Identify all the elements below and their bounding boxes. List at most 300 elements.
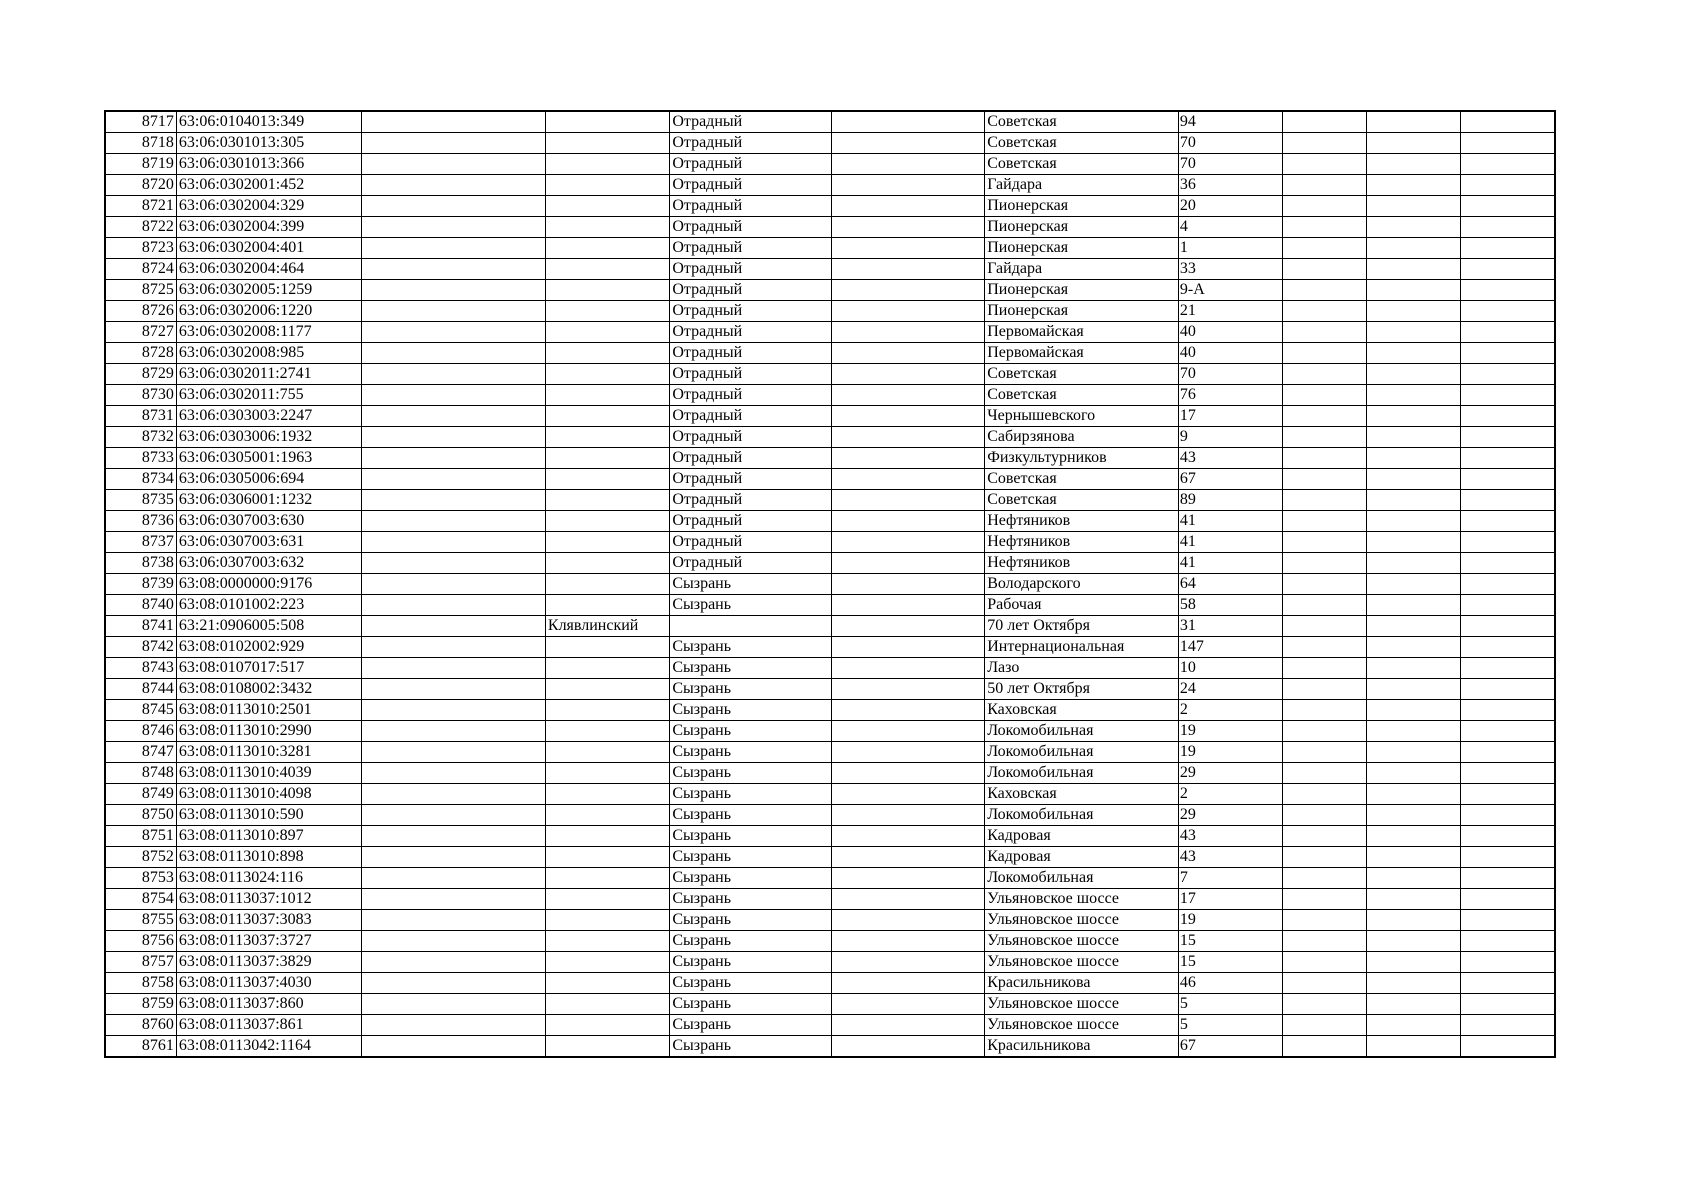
empty-col-a-cell bbox=[361, 385, 545, 406]
empty-col-c-cell bbox=[1282, 427, 1366, 448]
empty-col-d-cell bbox=[1367, 280, 1461, 301]
house-number-cell: 41 bbox=[1178, 532, 1282, 553]
empty-col-d-cell bbox=[1367, 511, 1461, 532]
cadastral-number-cell: 63:08:0113037:3727 bbox=[176, 931, 361, 952]
empty-col-e-cell bbox=[1461, 259, 1555, 280]
city-cell: Сызрань bbox=[670, 1015, 831, 1036]
empty-col-a-cell bbox=[361, 868, 545, 889]
city-cell: Отрадный bbox=[670, 490, 831, 511]
house-number-cell: 20 bbox=[1178, 196, 1282, 217]
city-cell: Сызрань bbox=[670, 700, 831, 721]
empty-col-c-cell bbox=[1282, 595, 1366, 616]
street-cell: Локомобильная bbox=[985, 763, 1179, 784]
empty-col-d-cell bbox=[1367, 721, 1461, 742]
table-row bbox=[105, 154, 1555, 175]
table-row bbox=[105, 889, 1555, 910]
empty-col-e-cell bbox=[1461, 175, 1555, 196]
empty-col-d-cell bbox=[1367, 931, 1461, 952]
empty-col-a-cell bbox=[361, 238, 545, 259]
empty-col-e-cell bbox=[1461, 616, 1555, 637]
empty-col-d-cell bbox=[1367, 973, 1461, 994]
empty-col-e-cell bbox=[1461, 763, 1555, 784]
house-number-cell: 46 bbox=[1178, 973, 1282, 994]
row-number-cell: 8746 bbox=[105, 721, 176, 742]
empty-col-c-cell bbox=[1282, 259, 1366, 280]
cadastral-number-cell: 63:06:0302008:985 bbox=[176, 343, 361, 364]
empty-col-a-cell bbox=[361, 322, 545, 343]
street-cell: Локомобильная bbox=[985, 805, 1179, 826]
empty-col-c-cell bbox=[1282, 784, 1366, 805]
row-number-cell: 8735 bbox=[105, 490, 176, 511]
empty-col-d-cell bbox=[1367, 490, 1461, 511]
house-number-cell: 43 bbox=[1178, 847, 1282, 868]
row-number-cell: 8752 bbox=[105, 847, 176, 868]
empty-col-b-cell bbox=[831, 280, 985, 301]
empty-col-b-cell bbox=[831, 658, 985, 679]
empty-col-a-cell bbox=[361, 448, 545, 469]
empty-col-b-cell bbox=[831, 931, 985, 952]
empty-col-b-cell bbox=[831, 322, 985, 343]
district-cell bbox=[545, 1015, 669, 1036]
cadastral-number-cell: 63:08:0108002:3432 bbox=[176, 679, 361, 700]
cadastral-number-cell: 63:08:0113010:2501 bbox=[176, 700, 361, 721]
empty-col-e-cell bbox=[1461, 889, 1555, 910]
empty-col-a-cell bbox=[361, 742, 545, 763]
district-cell bbox=[545, 763, 669, 784]
empty-col-b-cell bbox=[831, 175, 985, 196]
cadastral-number-cell: 63:06:0302004:464 bbox=[176, 259, 361, 280]
cadastral-number-cell: 63:06:0306001:1232 bbox=[176, 490, 361, 511]
empty-col-e-cell bbox=[1461, 343, 1555, 364]
district-cell bbox=[545, 700, 669, 721]
street-cell: Красильникова bbox=[985, 1036, 1179, 1058]
house-number-cell: 9-А bbox=[1178, 280, 1282, 301]
street-cell: Пионерская bbox=[985, 301, 1179, 322]
house-number-cell: 70 bbox=[1178, 364, 1282, 385]
house-number-cell: 94 bbox=[1178, 111, 1282, 133]
table-row bbox=[105, 532, 1555, 553]
empty-col-c-cell bbox=[1282, 868, 1366, 889]
cadastral-number-cell: 63:06:0302011:2741 bbox=[176, 364, 361, 385]
empty-col-d-cell bbox=[1367, 574, 1461, 595]
house-number-cell: 76 bbox=[1178, 385, 1282, 406]
empty-col-b-cell bbox=[831, 364, 985, 385]
empty-col-d-cell bbox=[1367, 448, 1461, 469]
city-cell: Отрадный bbox=[670, 238, 831, 259]
cadastral-number-cell: 63:06:0302004:399 bbox=[176, 217, 361, 238]
table-row bbox=[105, 469, 1555, 490]
empty-col-e-cell bbox=[1461, 952, 1555, 973]
street-cell: Интернациональная bbox=[985, 637, 1179, 658]
city-cell: Сызрань bbox=[670, 889, 831, 910]
row-number-cell: 8730 bbox=[105, 385, 176, 406]
district-cell bbox=[545, 238, 669, 259]
empty-col-e-cell bbox=[1461, 679, 1555, 700]
empty-col-d-cell bbox=[1367, 910, 1461, 931]
house-number-cell: 29 bbox=[1178, 805, 1282, 826]
table-row bbox=[105, 973, 1555, 994]
empty-col-c-cell bbox=[1282, 406, 1366, 427]
empty-col-c-cell bbox=[1282, 175, 1366, 196]
cadastral-number-cell: 63:08:0102002:929 bbox=[176, 637, 361, 658]
row-number-cell: 8724 bbox=[105, 259, 176, 280]
district-cell bbox=[545, 301, 669, 322]
district-cell bbox=[545, 889, 669, 910]
empty-col-b-cell bbox=[831, 889, 985, 910]
table-row bbox=[105, 742, 1555, 763]
city-cell: Отрадный bbox=[670, 343, 831, 364]
empty-col-d-cell bbox=[1367, 111, 1461, 133]
table-row bbox=[105, 448, 1555, 469]
empty-col-a-cell bbox=[361, 175, 545, 196]
city-cell: Отрадный bbox=[670, 196, 831, 217]
empty-col-b-cell bbox=[831, 742, 985, 763]
empty-col-a-cell bbox=[361, 658, 545, 679]
empty-col-a-cell bbox=[361, 763, 545, 784]
empty-col-a-cell bbox=[361, 595, 545, 616]
empty-col-b-cell bbox=[831, 532, 985, 553]
empty-col-a-cell bbox=[361, 532, 545, 553]
district-cell bbox=[545, 973, 669, 994]
street-cell: Каховская bbox=[985, 700, 1179, 721]
district-cell bbox=[545, 133, 669, 154]
empty-col-c-cell bbox=[1282, 679, 1366, 700]
district-cell bbox=[545, 196, 669, 217]
district-cell: Клявлинский bbox=[545, 616, 669, 637]
empty-col-e-cell bbox=[1461, 364, 1555, 385]
empty-col-c-cell bbox=[1282, 1036, 1366, 1058]
table-row bbox=[105, 763, 1555, 784]
cadastral-number-cell: 63:21:0906005:508 bbox=[176, 616, 361, 637]
row-number-cell: 8726 bbox=[105, 301, 176, 322]
district-cell bbox=[545, 427, 669, 448]
city-cell: Сызрань bbox=[670, 847, 831, 868]
house-number-cell: 17 bbox=[1178, 889, 1282, 910]
row-number-cell: 8756 bbox=[105, 931, 176, 952]
empty-col-b-cell bbox=[831, 994, 985, 1015]
empty-col-c-cell bbox=[1282, 700, 1366, 721]
empty-col-b-cell bbox=[831, 238, 985, 259]
empty-col-c-cell bbox=[1282, 301, 1366, 322]
street-cell: Нефтяников bbox=[985, 553, 1179, 574]
row-number-cell: 8721 bbox=[105, 196, 176, 217]
row-number-cell: 8741 bbox=[105, 616, 176, 637]
street-cell: Красильникова bbox=[985, 973, 1179, 994]
district-cell bbox=[545, 175, 669, 196]
house-number-cell: 21 bbox=[1178, 301, 1282, 322]
street-cell: Ульяновское шоссе bbox=[985, 931, 1179, 952]
city-cell: Отрадный bbox=[670, 511, 831, 532]
district-cell bbox=[545, 721, 669, 742]
empty-col-e-cell bbox=[1461, 847, 1555, 868]
cadastral-number-cell: 63:06:0302004:401 bbox=[176, 238, 361, 259]
street-cell: Локомобильная bbox=[985, 868, 1179, 889]
empty-col-b-cell bbox=[831, 826, 985, 847]
empty-col-a-cell bbox=[361, 111, 545, 133]
street-cell: Советская bbox=[985, 111, 1179, 133]
table-row bbox=[105, 385, 1555, 406]
table-row bbox=[105, 784, 1555, 805]
empty-col-e-cell bbox=[1461, 973, 1555, 994]
row-number-cell: 8758 bbox=[105, 973, 176, 994]
district-cell bbox=[545, 847, 669, 868]
empty-col-e-cell bbox=[1461, 637, 1555, 658]
table-row bbox=[105, 1036, 1555, 1058]
empty-col-b-cell bbox=[831, 868, 985, 889]
district-cell bbox=[545, 784, 669, 805]
empty-col-a-cell bbox=[361, 931, 545, 952]
empty-col-b-cell bbox=[831, 448, 985, 469]
city-cell: Сызрань bbox=[670, 952, 831, 973]
empty-col-a-cell bbox=[361, 784, 545, 805]
empty-col-e-cell bbox=[1461, 658, 1555, 679]
house-number-cell: 41 bbox=[1178, 511, 1282, 532]
cadastral-number-cell: 63:06:0303006:1932 bbox=[176, 427, 361, 448]
street-cell: Советская bbox=[985, 154, 1179, 175]
empty-col-c-cell bbox=[1282, 889, 1366, 910]
empty-col-e-cell bbox=[1461, 994, 1555, 1015]
row-number-cell: 8760 bbox=[105, 1015, 176, 1036]
empty-col-d-cell bbox=[1367, 343, 1461, 364]
table-row bbox=[105, 322, 1555, 343]
street-cell: Ульяновское шоссе bbox=[985, 1015, 1179, 1036]
empty-col-d-cell bbox=[1367, 217, 1461, 238]
empty-col-e-cell bbox=[1461, 427, 1555, 448]
district-cell bbox=[545, 805, 669, 826]
empty-col-c-cell bbox=[1282, 511, 1366, 532]
empty-col-a-cell bbox=[361, 910, 545, 931]
city-cell: Сызрань bbox=[670, 994, 831, 1015]
empty-col-d-cell bbox=[1367, 889, 1461, 910]
table-row bbox=[105, 301, 1555, 322]
district-cell bbox=[545, 280, 669, 301]
empty-col-a-cell bbox=[361, 154, 545, 175]
house-number-cell: 29 bbox=[1178, 763, 1282, 784]
street-cell: Каховская bbox=[985, 784, 1179, 805]
city-cell: Отрадный bbox=[670, 217, 831, 238]
row-number-cell: 8757 bbox=[105, 952, 176, 973]
table-row bbox=[105, 637, 1555, 658]
empty-col-c-cell bbox=[1282, 952, 1366, 973]
registry-table bbox=[104, 110, 1556, 1058]
street-cell: Рабочая bbox=[985, 595, 1179, 616]
empty-col-e-cell bbox=[1461, 511, 1555, 532]
street-cell: Ульяновское шоссе bbox=[985, 910, 1179, 931]
empty-col-e-cell bbox=[1461, 133, 1555, 154]
empty-col-a-cell bbox=[361, 301, 545, 322]
cadastral-number-cell: 63:08:0000000:9176 bbox=[176, 574, 361, 595]
empty-col-a-cell bbox=[361, 1036, 545, 1058]
cadastral-number-cell: 63:08:0113010:4098 bbox=[176, 784, 361, 805]
empty-col-e-cell bbox=[1461, 532, 1555, 553]
cadastral-number-cell: 63:06:0302004:329 bbox=[176, 196, 361, 217]
empty-col-c-cell bbox=[1282, 385, 1366, 406]
table-row bbox=[105, 700, 1555, 721]
empty-col-d-cell bbox=[1367, 616, 1461, 637]
empty-col-a-cell bbox=[361, 679, 545, 700]
empty-col-d-cell bbox=[1367, 1015, 1461, 1036]
row-number-cell: 8736 bbox=[105, 511, 176, 532]
empty-col-d-cell bbox=[1367, 868, 1461, 889]
empty-col-b-cell bbox=[831, 784, 985, 805]
house-number-cell: 41 bbox=[1178, 553, 1282, 574]
district-cell bbox=[545, 111, 669, 133]
cadastral-number-cell: 63:08:0113010:898 bbox=[176, 847, 361, 868]
cadastral-number-cell: 63:06:0305006:694 bbox=[176, 469, 361, 490]
table-row bbox=[105, 1015, 1555, 1036]
row-number-cell: 8722 bbox=[105, 217, 176, 238]
row-number-cell: 8731 bbox=[105, 406, 176, 427]
table-row bbox=[105, 721, 1555, 742]
cadastral-number-cell: 63:06:0302006:1220 bbox=[176, 301, 361, 322]
empty-col-d-cell bbox=[1367, 532, 1461, 553]
cadastral-number-cell: 63:06:0302008:1177 bbox=[176, 322, 361, 343]
empty-col-c-cell bbox=[1282, 448, 1366, 469]
empty-col-e-cell bbox=[1461, 574, 1555, 595]
empty-col-e-cell bbox=[1461, 784, 1555, 805]
row-number-cell: 8750 bbox=[105, 805, 176, 826]
empty-col-b-cell bbox=[831, 595, 985, 616]
empty-col-c-cell bbox=[1282, 154, 1366, 175]
empty-col-c-cell bbox=[1282, 763, 1366, 784]
city-cell: Отрадный bbox=[670, 364, 831, 385]
table-row bbox=[105, 511, 1555, 532]
table-row bbox=[105, 427, 1555, 448]
empty-col-d-cell bbox=[1367, 322, 1461, 343]
empty-col-e-cell bbox=[1461, 448, 1555, 469]
table-row bbox=[105, 805, 1555, 826]
row-number-cell: 8717 bbox=[105, 111, 176, 133]
row-number-cell: 8745 bbox=[105, 700, 176, 721]
empty-col-c-cell bbox=[1282, 658, 1366, 679]
cadastral-number-cell: 63:06:0301013:305 bbox=[176, 133, 361, 154]
empty-col-b-cell bbox=[831, 196, 985, 217]
house-number-cell: 5 bbox=[1178, 994, 1282, 1015]
cadastral-number-cell: 63:08:0113010:4039 bbox=[176, 763, 361, 784]
cadastral-number-cell: 63:08:0113010:2990 bbox=[176, 721, 361, 742]
house-number-cell: 58 bbox=[1178, 595, 1282, 616]
empty-col-e-cell bbox=[1461, 111, 1555, 133]
empty-col-c-cell bbox=[1282, 637, 1366, 658]
district-cell bbox=[545, 595, 669, 616]
city-cell: Сызрань bbox=[670, 763, 831, 784]
district-cell bbox=[545, 679, 669, 700]
city-cell: Отрадный bbox=[670, 280, 831, 301]
row-number-cell: 8720 bbox=[105, 175, 176, 196]
empty-col-a-cell bbox=[361, 1015, 545, 1036]
empty-col-b-cell bbox=[831, 511, 985, 532]
row-number-cell: 8753 bbox=[105, 868, 176, 889]
city-cell: Сызрань bbox=[670, 868, 831, 889]
empty-col-b-cell bbox=[831, 721, 985, 742]
city-cell: Сызрань bbox=[670, 1036, 831, 1058]
row-number-cell: 8749 bbox=[105, 784, 176, 805]
city-cell: Отрадный bbox=[670, 301, 831, 322]
empty-col-a-cell bbox=[361, 616, 545, 637]
district-cell bbox=[545, 910, 669, 931]
street-cell: Гайдара bbox=[985, 259, 1179, 280]
empty-col-b-cell bbox=[831, 700, 985, 721]
street-cell: Лазо bbox=[985, 658, 1179, 679]
empty-col-c-cell bbox=[1282, 532, 1366, 553]
house-number-cell: 10 bbox=[1178, 658, 1282, 679]
house-number-cell: 5 bbox=[1178, 1015, 1282, 1036]
empty-col-d-cell bbox=[1367, 553, 1461, 574]
table-row bbox=[105, 952, 1555, 973]
street-cell: Ульяновское шоссе bbox=[985, 889, 1179, 910]
empty-col-a-cell bbox=[361, 259, 545, 280]
district-cell bbox=[545, 322, 669, 343]
row-number-cell: 8738 bbox=[105, 553, 176, 574]
city-cell: Отрадный bbox=[670, 532, 831, 553]
empty-col-a-cell bbox=[361, 343, 545, 364]
street-cell: Володарского bbox=[985, 574, 1179, 595]
district-cell bbox=[545, 469, 669, 490]
row-number-cell: 8761 bbox=[105, 1036, 176, 1058]
row-number-cell: 8729 bbox=[105, 364, 176, 385]
city-cell: Сызрань bbox=[670, 910, 831, 931]
city-cell: Сызрань bbox=[670, 973, 831, 994]
cadastral-number-cell: 63:06:0104013:349 bbox=[176, 111, 361, 133]
house-number-cell: 89 bbox=[1178, 490, 1282, 511]
table-row bbox=[105, 490, 1555, 511]
table-row bbox=[105, 931, 1555, 952]
table-row bbox=[105, 994, 1555, 1015]
row-number-cell: 8740 bbox=[105, 595, 176, 616]
street-cell: Пионерская bbox=[985, 196, 1179, 217]
district-cell bbox=[545, 868, 669, 889]
empty-col-c-cell bbox=[1282, 280, 1366, 301]
empty-col-b-cell bbox=[831, 637, 985, 658]
district-cell bbox=[545, 532, 669, 553]
empty-col-e-cell bbox=[1461, 595, 1555, 616]
district-cell bbox=[545, 406, 669, 427]
street-cell: Пионерская bbox=[985, 238, 1179, 259]
street-cell: Сабирзянова bbox=[985, 427, 1179, 448]
row-number-cell: 8727 bbox=[105, 322, 176, 343]
empty-col-c-cell bbox=[1282, 343, 1366, 364]
empty-col-e-cell bbox=[1461, 154, 1555, 175]
house-number-cell: 19 bbox=[1178, 742, 1282, 763]
street-cell: Нефтяников bbox=[985, 511, 1179, 532]
empty-col-d-cell bbox=[1367, 658, 1461, 679]
city-cell: Отрадный bbox=[670, 111, 831, 133]
empty-col-d-cell bbox=[1367, 994, 1461, 1015]
house-number-cell: 2 bbox=[1178, 700, 1282, 721]
empty-col-d-cell bbox=[1367, 259, 1461, 280]
house-number-cell: 15 bbox=[1178, 952, 1282, 973]
empty-col-d-cell bbox=[1367, 154, 1461, 175]
empty-col-d-cell bbox=[1367, 406, 1461, 427]
empty-col-c-cell bbox=[1282, 196, 1366, 217]
street-cell: Кадровая bbox=[985, 847, 1179, 868]
empty-col-c-cell bbox=[1282, 469, 1366, 490]
empty-col-c-cell bbox=[1282, 910, 1366, 931]
table-row bbox=[105, 406, 1555, 427]
empty-col-b-cell bbox=[831, 616, 985, 637]
empty-col-b-cell bbox=[831, 133, 985, 154]
table-body bbox=[105, 111, 1555, 1057]
empty-col-b-cell bbox=[831, 763, 985, 784]
cadastral-number-cell: 63:08:0113037:860 bbox=[176, 994, 361, 1015]
empty-col-e-cell bbox=[1461, 322, 1555, 343]
city-cell: Отрадный bbox=[670, 553, 831, 574]
city-cell: Сызрань bbox=[670, 931, 831, 952]
empty-col-e-cell bbox=[1461, 490, 1555, 511]
empty-col-b-cell bbox=[831, 952, 985, 973]
empty-col-d-cell bbox=[1367, 952, 1461, 973]
district-cell bbox=[545, 742, 669, 763]
